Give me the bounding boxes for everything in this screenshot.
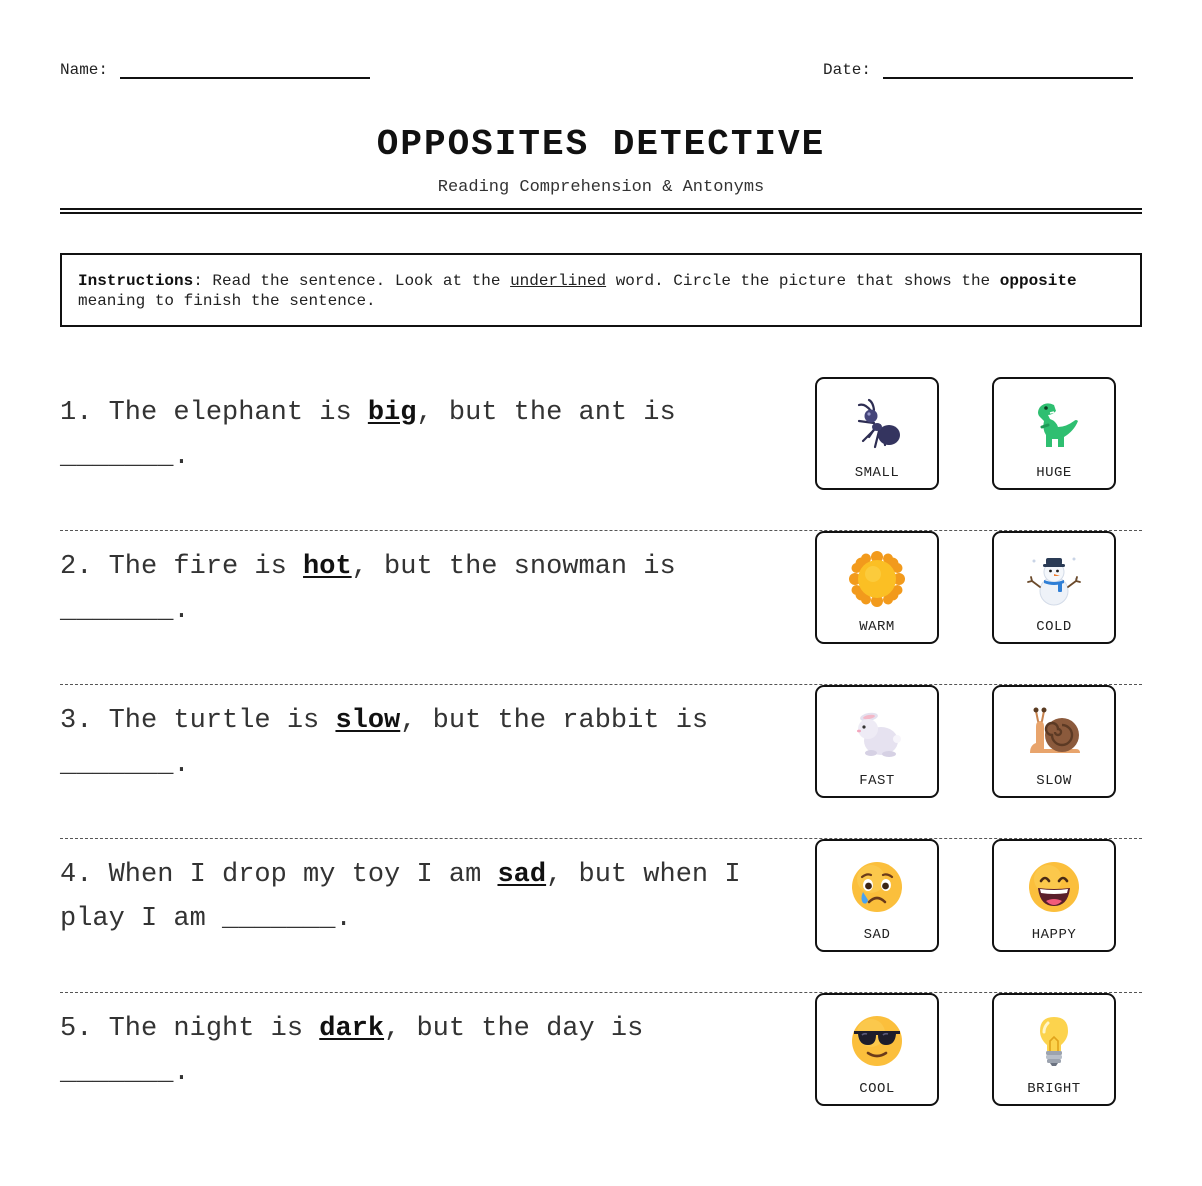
choice-fast[interactable] <box>815 685 939 798</box>
date-label: Date: <box>823 61 872 79</box>
page-subtitle: Reading Comprehension & Antonyms <box>437 178 765 197</box>
choice-label: SLOW <box>1036 773 1072 789</box>
underlined-word: big <box>367 398 417 428</box>
light-bulb-icon <box>1026 1013 1082 1069</box>
underlined-word: hot <box>303 552 352 582</box>
question-sentence <box>60 545 770 633</box>
sentence-end: . <box>173 750 190 780</box>
question-number: 2. <box>60 552 93 582</box>
sentence-end: . <box>335 904 352 934</box>
sentence-text: The turtle is <box>92 706 336 736</box>
instructions-text-2: word. Circle the picture that shows the <box>606 272 1000 290</box>
question-5 <box>60 993 1142 1113</box>
sentence-text: When I drop my toy I am <box>92 860 498 890</box>
question-4 <box>60 839 1142 993</box>
answer-blank[interactable]: _______ <box>60 596 174 626</box>
title-divider <box>60 208 1142 214</box>
sentence-text: , but the rabbit is <box>400 706 709 736</box>
question-1 <box>60 377 1142 531</box>
question-number: 1. <box>60 398 93 428</box>
happy-face-icon <box>1026 859 1082 915</box>
question-number: 4. <box>60 860 93 890</box>
sentence-text: The elephant is <box>92 398 368 428</box>
underlined-word: slow <box>335 706 401 736</box>
instructions-prefix: Instructions <box>78 272 194 290</box>
answer-blank[interactable]: _______ <box>222 904 336 934</box>
page-title: OPPOSITES DETECTIVE <box>376 124 826 165</box>
sad-face-icon <box>849 859 905 915</box>
question-sentence <box>60 853 770 941</box>
answer-blank[interactable]: _______ <box>60 750 174 780</box>
date-line[interactable] <box>883 65 1133 79</box>
answer-blank[interactable]: _______ <box>60 1058 174 1088</box>
question-sentence <box>60 1007 770 1095</box>
sentence-text: , but the ant is <box>416 398 676 428</box>
snowman-icon <box>1026 551 1082 607</box>
choice-label: COLD <box>1036 619 1072 635</box>
choice-cool[interactable] <box>815 993 939 1106</box>
instructions-bold: opposite <box>999 272 1077 290</box>
choice-slow[interactable] <box>992 685 1116 798</box>
choice-bright[interactable] <box>992 993 1116 1106</box>
sentence-text: The fire is <box>92 552 304 582</box>
sentence-text: , but the snowman is <box>351 552 676 582</box>
sentence-text: The night is <box>92 1014 320 1044</box>
choice-label: HAPPY <box>1031 927 1077 943</box>
sentence-text: , but the day is <box>384 1014 644 1044</box>
question-number: 3. <box>60 706 93 736</box>
instructions-text-1: : Read the sentence. Look at the <box>193 272 511 290</box>
choice-label: BRIGHT <box>1027 1081 1081 1097</box>
instructions-text-3: meaning to finish the sentence. <box>78 292 376 310</box>
question-2 <box>60 531 1142 685</box>
question-3 <box>60 685 1142 839</box>
sentence-end: . <box>173 1058 190 1088</box>
sunglasses-face-icon <box>849 1013 905 1069</box>
question-sentence <box>60 391 770 479</box>
instructions-box <box>60 253 1142 327</box>
choice-label: FAST <box>859 773 895 789</box>
choice-label: SMALL <box>854 465 900 481</box>
rabbit-icon <box>849 705 905 761</box>
name-line[interactable] <box>120 65 370 79</box>
choice-label: HUGE <box>1036 465 1072 481</box>
underlined-word: dark <box>319 1014 385 1044</box>
name-label: Name: <box>60 61 109 79</box>
choice-cold[interactable] <box>992 531 1116 644</box>
choice-sad[interactable] <box>815 839 939 952</box>
sentence-text: , but when I play I am <box>60 860 741 934</box>
underlined-word: sad <box>497 860 547 890</box>
name-field[interactable] <box>60 61 370 79</box>
sentence-end: . <box>173 442 190 472</box>
question-number: 5. <box>60 1014 93 1044</box>
choice-happy[interactable] <box>992 839 1116 952</box>
snail-icon <box>1026 705 1082 761</box>
sun-icon <box>849 551 905 607</box>
choice-small[interactable] <box>815 377 939 490</box>
instructions-underlined: underlined <box>510 272 607 290</box>
choice-label: WARM <box>859 619 895 635</box>
dinosaur-icon <box>1026 397 1082 453</box>
question-sentence <box>60 699 770 787</box>
choice-label: SAD <box>863 927 891 943</box>
choice-label: COOL <box>859 1081 895 1097</box>
ant-icon <box>849 397 905 453</box>
sentence-end: . <box>173 596 190 626</box>
answer-blank[interactable]: _______ <box>60 442 174 472</box>
choice-huge[interactable] <box>992 377 1116 490</box>
date-field[interactable] <box>823 61 1133 79</box>
choice-warm[interactable] <box>815 531 939 644</box>
